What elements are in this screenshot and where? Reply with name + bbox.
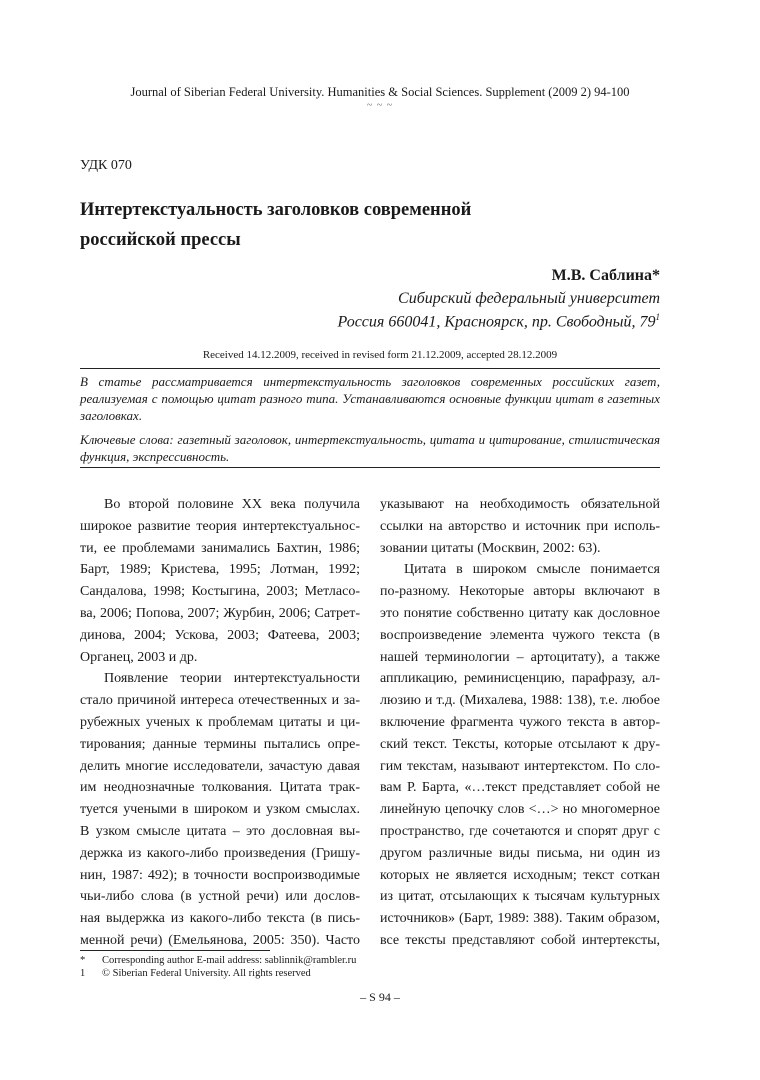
text-line: из цитат, отсылающих к тысячам культурных bbox=[380, 889, 660, 905]
text-line: это понятие собственно цитату как дословное bbox=[380, 605, 660, 621]
text-line: Появление теории интертекстуальности bbox=[104, 671, 360, 687]
footnote-mark: * bbox=[80, 955, 86, 966]
text-line: ский текст. Тексты, которые отсылают к дру- bbox=[380, 736, 660, 752]
text-line: указывают на необходимость обязательной bbox=[380, 497, 660, 512]
received-dates: Received 14.12.2009, received in revised form 21.12.2009, accepted 28.12.2009 bbox=[202, 349, 558, 361]
text-line: все тексты представляют собой интертексты, bbox=[380, 932, 660, 948]
affiliation-footnote-mark: 1 bbox=[655, 312, 660, 322]
text-line: держка из какого-либо произведения (Гришу- bbox=[80, 845, 360, 861]
footnote-text: Corresponding author E-mail address: sablinnik@rambler.ru bbox=[102, 955, 357, 966]
text-line: В узком смысле цитата – это дословная вы- bbox=[80, 823, 360, 839]
text-line: зовании цитаты (Москвин, 2002: 63). bbox=[380, 540, 601, 556]
text-line: линейную цепочку слов <…> но многомерное bbox=[380, 802, 660, 818]
text-line: Органец, 2003 и др. bbox=[80, 649, 198, 665]
abstract: В статье рассматривается интертекстуальность заголовков современных российских газет, реализуемая с помощью цитат разного типа. Устанавливаются основные функции цитат в газетных заголовках. bbox=[80, 374, 660, 423]
text-line: менной речи) (Емельянова, 2005: 350). Часто bbox=[80, 932, 360, 948]
text-line: им неоднозначные толкования. Цитата трак- bbox=[80, 780, 360, 796]
footnote-rule bbox=[80, 950, 270, 951]
text-line: туется учеными в широком и узком смыслах. bbox=[80, 802, 360, 818]
address-text: Россия 660041, Красноярск, пр. Свободный, 79 bbox=[337, 313, 656, 331]
text-line: нашей терминологии – артоцитату), а также bbox=[380, 649, 660, 665]
text-line: ная выдержка из какого-либо текста (в пись- bbox=[80, 911, 360, 927]
text-line: ва, 2006; Попова, 2007; Журбин, 2006; Сатрет- bbox=[80, 605, 360, 621]
text-line: ссылки на авторство и источник при исполь- bbox=[380, 518, 660, 534]
text-line: рубежных ученых к проблемам цитаты и ци- bbox=[80, 714, 360, 730]
text-line: которых не является исходным; текст соткан bbox=[380, 867, 660, 883]
header-ornament: ~ ~ ~ bbox=[366, 100, 394, 111]
text-line: ти, ее проблемами занимались Бахтин, 1986; bbox=[80, 540, 360, 556]
text-line: широкое развитие теория интертекстуальнос- bbox=[80, 518, 360, 534]
text-line: делить многие исследователи, зачастую давая bbox=[80, 758, 360, 774]
journal-header: Journal of Siberian Federal University. Humanities & Social Sciences. Supplement (2009 2) 94-100 bbox=[130, 85, 630, 99]
text-line: Сандалова, 1998; Костыгина, 2003; Метласо- bbox=[80, 584, 360, 600]
text-line: аппликацию, реминисценцию, парафразу, ал- bbox=[380, 671, 660, 687]
text-line: Барт, 1989; Кристева, 1995; Лотман, 1992; bbox=[80, 562, 360, 578]
footnote-copyright bbox=[80, 967, 311, 980]
author-affiliation-address bbox=[338, 312, 661, 331]
text-line: другом различные виды письма, ни один из bbox=[380, 845, 660, 861]
text-line: воспроизведение элемента чужого текста (в bbox=[380, 627, 660, 643]
text-line: по-разному. Некоторые авторы включают в bbox=[380, 584, 660, 600]
footnote-corresponding bbox=[80, 954, 356, 967]
footnote-text: © Siberian Federal University. All rights reserved bbox=[102, 968, 311, 979]
text-line: люзию и т.д. (Михалева, 1988: 138), т.е. любое bbox=[380, 693, 660, 709]
left-column bbox=[80, 494, 360, 952]
text-line: чьи-либо слова (в устной речи) или дослов- bbox=[80, 889, 360, 905]
article-title bbox=[80, 195, 560, 255]
udk-code: УДК 070 bbox=[80, 158, 132, 173]
text-line: включение фрагмента чужого текста в автор- bbox=[380, 714, 660, 730]
text-line: нин, 1987: 492); в точности воспроизводимые bbox=[80, 867, 360, 883]
text-line: стало причиной интереса отечественных и за- bbox=[80, 693, 360, 709]
abstract-top-rule bbox=[80, 368, 660, 369]
right-column bbox=[380, 494, 660, 952]
text-line: пространство, где сочетаются и спорят друг с bbox=[380, 823, 660, 839]
text-line: Цитата в широком смысле понимается bbox=[404, 562, 660, 578]
text-line: динова, 2004; Ускова, 2003; Фатеева, 2003; bbox=[80, 627, 360, 643]
text-line: вам Р. Барта, «…текст представляет собой не bbox=[380, 780, 660, 796]
author-name: М.В. Саблина* bbox=[551, 267, 660, 284]
text-line: источников» (Барт, 1989: 388). Таким образом, bbox=[380, 911, 660, 927]
page-number: – S 94 – bbox=[360, 990, 400, 1004]
title-line-1: Интертекстуальность заголовков современной bbox=[80, 200, 472, 220]
title-line-2: российской прессы bbox=[80, 230, 241, 250]
keywords: Ключевые слова: газетный заголовок, интертекстуальность, цитата и цитирование, стилистическая функция, экспрессивность. bbox=[80, 432, 660, 464]
text-line: гим текстам, называют интертекстом. По сло- bbox=[380, 758, 660, 774]
text-line: Во второй половине XX века получила bbox=[104, 497, 360, 512]
author-affiliation-university: Сибирский федеральный университет bbox=[398, 290, 660, 307]
text-line: тирования; данные термины пытались опре- bbox=[80, 736, 360, 752]
footnote-mark: 1 bbox=[80, 968, 86, 979]
abstract-bottom-rule bbox=[80, 467, 660, 468]
